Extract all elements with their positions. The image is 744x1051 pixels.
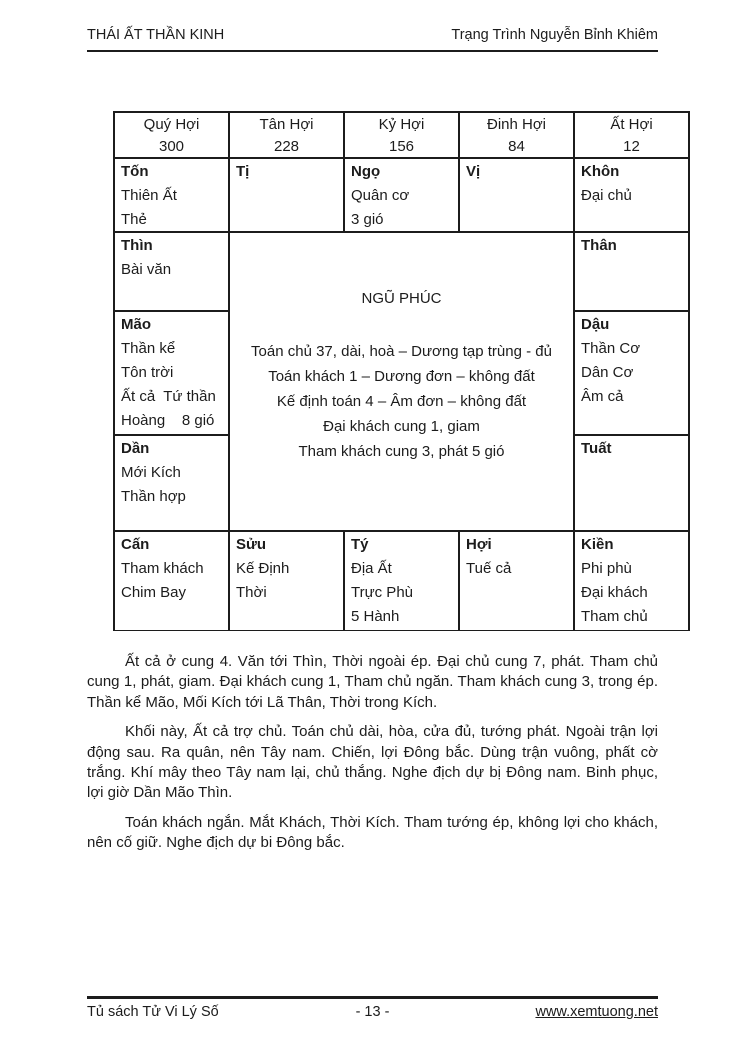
summary-line: Toán chủ 37, dài, hoà – Dương tạp trùng - đủ [251,343,552,360]
year-value: 300 [158,138,185,155]
palace-title: Thìn [121,237,153,254]
palace-cell-vi [460,159,573,231]
palace-line: Mới Kích [121,464,181,481]
palace-line: Bài văn [121,261,172,278]
palace-line: Thẻ [121,211,147,228]
palace-title: Dậu [581,316,610,333]
year-cell-at-hoi [575,113,688,157]
palace-title: Tuất [581,440,612,457]
center-cell-ngu-phuc [230,233,573,530]
year-value: 228 [273,138,300,155]
palace-cell-can [115,532,228,630]
palace-cell-than [575,233,688,310]
body-paragraph: Ất cả ở cung 4. Văn tới Thìn, Thời ngoài ép. Đại chủ cung 7, phát. Tham chủ cung 1, phát, giam. Đại khách cung 1, Tham chủ ngăn. Tham khách cung 3, trong ép. Thần kể Mão, Mối Kích tới Lã Thân, Thời trong Kích. [87,653,658,711]
palace-line: 3 gió [351,211,384,228]
page-number: - 13 - [355,1004,390,1020]
year-cell-ky-hoi [345,113,458,157]
palace-title: Tý [351,536,369,553]
year-value: 84 [508,138,525,155]
palace-line: Tham chủ [581,608,648,625]
page-header [87,27,658,52]
palace-title: Vị [466,163,481,180]
year-cell-dinh-hoi [460,113,573,157]
year-cell-tan-hoi [230,113,343,157]
palace-line: Dân Cơ [581,364,634,381]
palace-line: Thần hợp [121,488,186,505]
website-link[interactable]: www.xemtuong.net [535,1004,658,1020]
year-label: Tân Hợi [259,116,314,133]
palace-line: Kế Định [236,560,290,577]
palace-title: Dần [121,440,150,457]
palace-line: Phi phù [581,560,632,577]
palace-cell-khon [575,159,688,231]
palace-line: Hoàng 8 gió [121,412,215,429]
palace-title: Tốn [121,163,149,180]
palace-cell-mao [115,312,228,434]
palace-line: Ất cả Tứ thần [121,388,216,405]
year-cell-quy-hoi [115,113,228,157]
palace-title: Tị [236,163,250,180]
palace-cell-dan [115,436,228,530]
palace-line: Quân cơ [351,187,410,204]
palace-cell-dau [575,312,688,434]
year-label: Quý Hợi [143,116,200,133]
palace-title: Ngọ [351,163,381,180]
summary-line: Tham khách cung 3, phát 5 gió [298,443,505,460]
palace-line: Thiên Ất [121,187,177,204]
palace-cell-kien [575,532,688,630]
palace-line: Tham khách [121,560,204,577]
palace-line: Tôn trời [121,364,174,381]
palace-line: Tuế cả [466,560,512,577]
palace-cell-ty [345,532,458,630]
palace-line: Địa Ất [351,560,392,577]
palace-title: Mão [121,316,151,333]
palace-line: Trực Phù [351,584,413,601]
palace-line: Thời [236,584,267,601]
series-title: Tủ sách Tử Vi Lý Số [87,1004,219,1020]
year-label: Ất Hợi [610,116,653,133]
palace-title: Hợi [466,536,492,553]
chart-title: NGŨ PHÚC [361,290,442,307]
palace-line: Âm cả [581,388,624,405]
taiat-chart-grid [113,111,690,631]
palace-line: Chim Bay [121,584,187,601]
palace-title: Sửu [236,536,267,553]
palace-title: Cấn [121,536,150,553]
palace-cell-tuat [575,436,688,530]
year-value: 156 [388,138,415,155]
palace-cell-ngo [345,159,458,231]
palace-cell-ti [230,159,343,231]
summary-line: Đại khách cung 1, giam [323,418,480,435]
palace-cell-thin [115,233,228,310]
year-label: Đinh Hợi [486,116,547,133]
body-paragraph: Toán khách ngắn. Mắt Khách, Thời Kích. Tham tướng ép, không lợi cho khách, nên cố giữ. Nghe địch dự bi Đông bắc. [87,813,658,852]
palace-cell-suu [230,532,343,630]
summary-line: Kế định toán 4 – Âm đơn – không đất [276,393,527,410]
palace-line: Đại chủ [581,187,632,204]
book-title: THÁI ẤT THẦN KINH [87,27,225,43]
palace-title: Kiền [581,536,614,553]
palace-line: Thần kể [121,340,176,357]
palace-line: Đại khách [581,584,648,601]
palace-line: 5 Hành [351,608,400,625]
palace-title: Thân [581,237,617,254]
body-paragraph: Khối này, Ất cả trợ chủ. Toán chủ dài, hòa, cửa đủ, tướng phát. Ngoài trận lợi động sau. Ra quân, nên Tây nam. Chiến, lợi Đông bắc. Dùng trận vuông, phất cờ trắng. Khí mây theo Tây nam lại, chủ thắng. Nghe địch dự bị Đông nam. Binh phục, lợi giờ Dần Mão Thìn. [87,723,658,802]
palace-line: Thần Cơ [581,340,641,357]
palace-cell-hoi [460,532,573,630]
year-label: Kỷ Hợi [378,116,425,133]
palace-cell-ton [115,159,228,231]
page-footer [87,996,658,1021]
summary-line: Toán khách 1 – Dương đơn – không đất [268,368,535,385]
chart-summary-lines [232,339,571,464]
year-value: 12 [623,138,640,155]
author-name: Trạng Trình Nguyễn Bỉnh Khiêm [451,27,658,43]
palace-title: Khôn [581,163,620,180]
body-text [87,652,658,863]
